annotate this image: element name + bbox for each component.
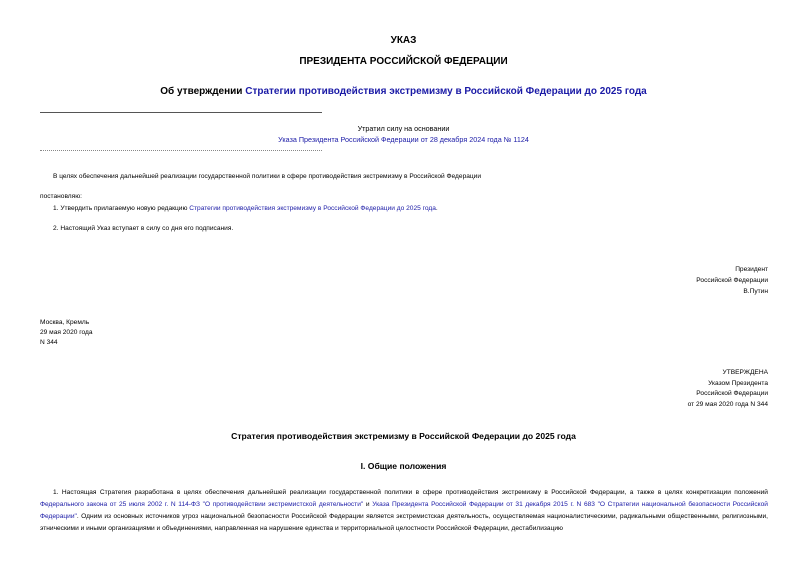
strategy-title: Стратегия противодействия экстремизму в Российской Федерации до 2025 года — [231, 431, 576, 441]
federal-law-link[interactable]: Федерального закона от 25 июля 2002 г. N 114-ФЗ "О противодействии экстремистской деятельности" — [40, 501, 364, 508]
signature-name: В.Путин — [743, 288, 768, 295]
item-1-prefix: 1. Утвердить прилагаемую новую редакцию — [53, 205, 190, 212]
subject-prefix: Об утверждении — [160, 86, 246, 97]
decree-subject — [0, 86, 807, 97]
approval-by: Указом Президента — [708, 380, 768, 387]
approval-date: от 29 мая 2020 года N 344 — [687, 401, 768, 408]
separator-top — [40, 112, 322, 113]
repeal-decree-link[interactable]: Указа Президента Российской Федерации от 28 декабря 2024 года № 1124 — [278, 135, 529, 144]
decree-type-heading: УКАЗ — [390, 35, 417, 46]
p1-text-c: . Одним из основных источников угроз национальной безопасности Российской Федерации является экстремистская деятельность, осуществляемая националистическими, радикальными общественными, религиозными, этническими и иными организациями и объединениями, направленная на нарушение единства и территориальной целостности Российской Федерации, дестабилизацию — [40, 513, 768, 532]
approval-label: УТВЕРЖДЕНА — [722, 369, 768, 376]
issuer-heading: ПРЕЗИДЕНТА РОССИЙСКОЙ ФЕДЕРАЦИИ — [299, 56, 508, 67]
strategy-paragraph-1 — [40, 487, 768, 535]
p1-text-a: 1. Настоящая Стратегия разработана в целях обеспечения дальнейшей реализации государственной политики в сфере противодействия экстремизму в Российской Федерации, а также в целях конкретизации положений — [53, 489, 768, 496]
signing-date: 29 мая 2020 года — [40, 329, 93, 336]
approval-country: Российской Федерации — [696, 390, 768, 397]
p1-text-b: и — [363, 501, 373, 508]
decree-resolve: постановляю: — [40, 193, 83, 200]
item-1-suffix: . — [435, 205, 438, 212]
signature-title: Президент — [735, 266, 768, 273]
repeal-note-text: Утратил силу на основании — [357, 124, 450, 133]
item-1-strategy-link[interactable]: Стратегии противодействия экстремизму в Российской Федерации до 2025 года — [189, 205, 436, 212]
decree-item-1 — [53, 205, 438, 212]
signing-place: Москва, Кремль — [40, 319, 90, 326]
separator-bottom — [40, 150, 322, 151]
section-1-title: I. Общие положения — [360, 461, 447, 471]
national-security-decree-link[interactable]: Указа Президента Российской Федерации от 31 декабря 2015 г. N 683 "О Стратегии национальной безопасности Российской Федерации" — [40, 501, 768, 520]
decree-preamble: В целях обеспечения дальнейшей реализации государственной политики в сфере противодействия экстремизму в Российской Федерации — [53, 173, 482, 180]
decree-item-2: 2. Настоящий Указ вступает в силу со дня его подписания. — [53, 225, 234, 232]
strategy-link[interactable]: Стратегии противодействия экстремизму в Российской Федерации до 2025 года — [245, 86, 647, 97]
decree-number: N 344 — [40, 339, 58, 346]
signature-country: Российской Федерации — [696, 277, 768, 284]
